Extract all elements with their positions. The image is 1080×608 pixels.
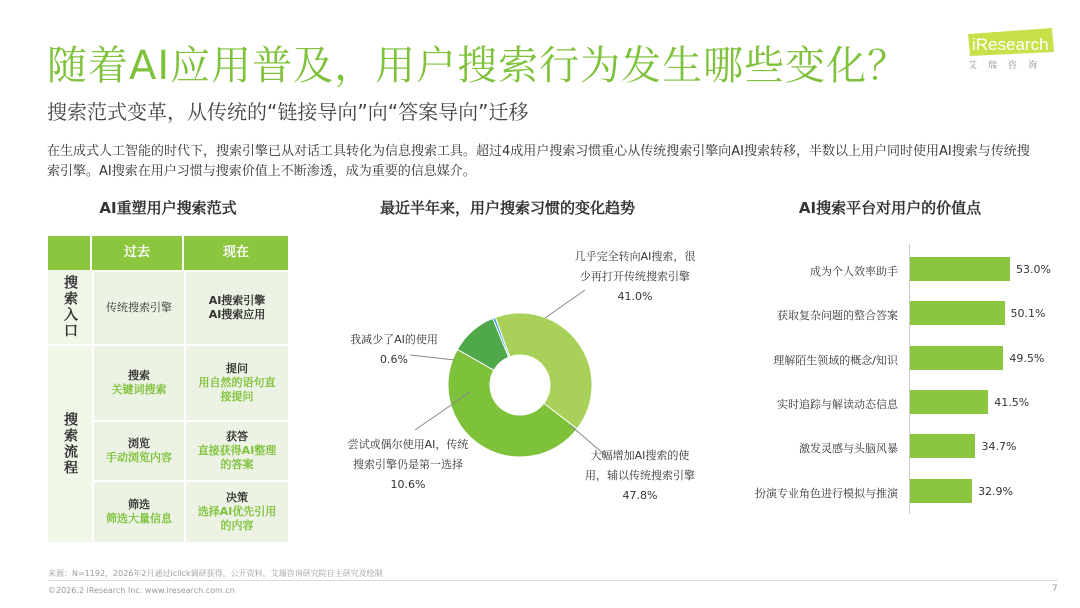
logo-text: iResearch — [972, 35, 1049, 54]
intro-paragraph: 在生成式人工智能的时代下，搜索引擎已从对话工具转化为信息搜索工具。超过4成用户搜索习惯重心从传统搜索引擎向AI搜索转移，半数以上用户同时使用AI搜索与传统搜索引擎。AI搜索在用户习惯与搜索价值上不断渗透，成为重要的信息媒介。 — [47, 144, 1030, 179]
bar-label: 激发灵感与头脑风暴 — [799, 442, 898, 455]
pie-label-more-ai — [570, 446, 710, 506]
cell-highlight: 关键词搜索 — [111, 383, 167, 396]
cell-text: 传统搜索引擎 — [106, 301, 172, 314]
pie-section-title: 最近半年来，用户搜索习惯的变化趋势 — [379, 199, 635, 217]
page-subtitle: 搜索范式变革，从传统的“链接导向”向“答案导向”迁移 — [47, 100, 529, 124]
pie-label-text: 大幅增加AI搜索的使 — [590, 449, 690, 462]
copyright: ©2026.2 iResearch Inc. www.iresearch.com.cn — [48, 586, 235, 595]
pie-label-value: 10.6% — [390, 478, 426, 491]
cell-highlight: 用自然的语句直接提问 — [198, 376, 276, 403]
bar-value-label: 32.9% — [978, 485, 1014, 498]
pie-label-value: 41.0% — [617, 290, 653, 303]
pie-label-occasional-ai — [333, 435, 483, 495]
bar — [910, 390, 988, 414]
page-number: 7 — [1052, 584, 1058, 594]
bar-label: 扮演专业角色进行模拟与推演 — [755, 487, 898, 500]
bar-label: 实时追踪与解读动态信息 — [777, 398, 898, 411]
pie-label-text: 少再打开传统搜索引擎 — [580, 270, 690, 283]
cell-highlight: 筛选大量信息 — [106, 512, 172, 525]
pie-label-value: 47.8% — [622, 489, 658, 502]
footer-divider — [48, 580, 1058, 581]
pie-label-full-ai — [560, 247, 710, 307]
cell-highlight: 选择AI优先引用的内容 — [197, 505, 277, 532]
table-group-entry: 搜索入口 — [48, 270, 92, 344]
cell-text: AI搜索应用 — [208, 308, 266, 321]
cell-text: 浏览 — [128, 437, 150, 450]
bar-chart-axis — [909, 244, 910, 514]
bar-value-label: 53.0% — [1016, 263, 1051, 276]
bar-section-title: AI搜索平台对用户的价值点 — [798, 199, 982, 217]
table-group-process: 搜索流程 — [48, 344, 92, 542]
cell-text: 筛选 — [128, 498, 150, 511]
page-title: 随着AI应用普及，用户搜索行为发生哪些变化？ — [47, 43, 909, 89]
bar-value-label: 34.7% — [981, 440, 1017, 453]
cell-text: 决策 — [226, 491, 248, 504]
cell-text: 搜索 — [128, 369, 150, 382]
pie-label-value: 0.6% — [380, 353, 408, 366]
cell-highlight: 直接获得AI整理的答案 — [197, 444, 277, 471]
bar-label: 获取复杂问题的整合答案 — [777, 309, 898, 322]
bar-label: 理解陌生领域的概念/知识 — [773, 354, 898, 367]
cell-text: AI搜索引擎 — [208, 294, 266, 307]
source-note: 来源：N=1192，2026年2月通过iclick调研获得，公开资料，艾瑞咨询研究院自主研究及绘制 — [48, 569, 383, 578]
bar — [910, 257, 1010, 281]
bar — [910, 346, 1003, 370]
cell-text: 获答 — [226, 430, 248, 443]
bar — [910, 434, 975, 458]
table-header-past: 过去 — [92, 236, 184, 270]
pie-label-text: 用，辅以传统搜索引擎 — [585, 469, 695, 482]
table-section-title: AI重塑用户搜索范式 — [99, 199, 237, 217]
cell-text: 提问 — [226, 362, 248, 375]
cell-highlight: 手动浏览内容 — [106, 451, 172, 464]
bar-value-label: 50.1% — [1010, 307, 1046, 320]
bar-value-label: 41.5% — [994, 396, 1030, 409]
table-header-now: 现在 — [184, 236, 288, 270]
pie-label-text: 搜索引擎仍是第一选择 — [353, 458, 463, 471]
logo-subtitle: 艾瑞咨询 — [968, 61, 1049, 71]
bar — [910, 301, 1005, 325]
pie-label-text: 几乎完全转向AI搜索，很 — [574, 250, 696, 263]
bar-label: 成为个人效率助手 — [810, 265, 898, 278]
pie-label-text: 我减少了AI的使用 — [350, 333, 438, 346]
pie-label-less-ai — [338, 330, 450, 370]
bar — [910, 479, 972, 503]
pie-label-text: 尝试或偶尔使用AI，传统 — [347, 438, 469, 451]
bar-value-label: 49.5% — [1009, 352, 1045, 365]
